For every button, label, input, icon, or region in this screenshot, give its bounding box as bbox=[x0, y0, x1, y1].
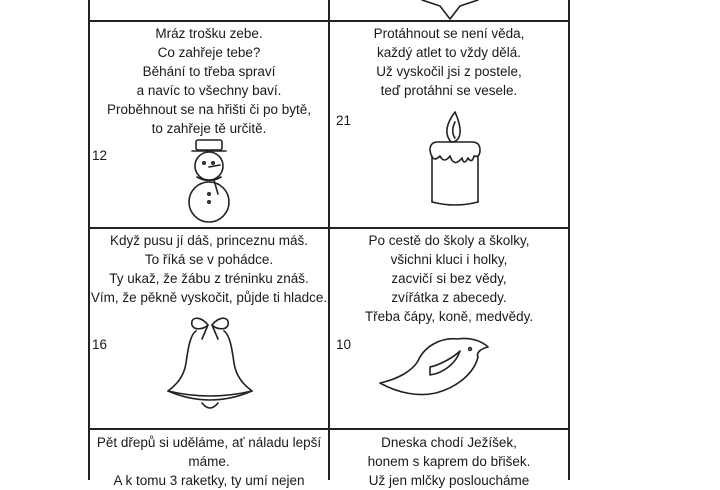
card-21 bbox=[330, 22, 568, 227]
card-verse bbox=[330, 231, 568, 326]
verse-line: zvířátka z abecedy. bbox=[391, 290, 507, 305]
verse-line: Pět dřepů si uděláme, ať náladu lepší bbox=[96, 435, 322, 450]
verse-line: Už vyskočil jsi z postele, bbox=[376, 64, 522, 79]
verse-line: zacvičí si bez vědy, bbox=[391, 271, 507, 286]
verse-line: Proběhnout se na hřišti či po bytě, bbox=[106, 102, 312, 117]
card-bottom-right bbox=[330, 430, 568, 488]
card-number: 12 bbox=[92, 148, 108, 163]
card-10 bbox=[330, 229, 568, 428]
verse-line: Dneska chodí Ježíšek, bbox=[381, 435, 517, 450]
star-icon bbox=[420, 0, 480, 20]
verse-line: Mráz trošku zebe. bbox=[155, 26, 263, 41]
verse-line: všichni kluci i holky, bbox=[390, 252, 508, 267]
verse-line: každý atlet to vždy dělá. bbox=[376, 45, 522, 60]
snowman-icon bbox=[180, 138, 240, 226]
verse-line: Třeba čápy, koně, medvědy. bbox=[364, 309, 534, 324]
card-number: 16 bbox=[92, 337, 108, 352]
verse-line: teď protáhni se vesele. bbox=[380, 83, 518, 98]
verse-line: Když pusu jí dáš, princeznu máš. bbox=[109, 233, 309, 248]
verse-line: Po cestě do školy a školky, bbox=[368, 233, 530, 248]
verse-line: Vím, že pěkně vyskočit, půjde ti hladce. bbox=[90, 290, 328, 305]
grid-line-right bbox=[568, 0, 570, 480]
card-number: 21 bbox=[336, 113, 352, 128]
card-verse bbox=[90, 24, 328, 138]
card-number: 10 bbox=[336, 337, 352, 352]
verse-line: Co zahřeje tebe? bbox=[157, 45, 261, 60]
verse-line: Protáhnout se není věda, bbox=[373, 26, 525, 41]
card-verse bbox=[90, 231, 328, 307]
bird-icon bbox=[378, 327, 498, 399]
card-12 bbox=[90, 22, 328, 227]
verse-line: a navíc to všechny baví. bbox=[136, 83, 282, 98]
verse-line: To říká se v pohádce. bbox=[144, 252, 274, 267]
bell-icon bbox=[160, 313, 260, 413]
card-16 bbox=[90, 229, 328, 428]
verse-line: to zahřeje tě určitě. bbox=[151, 121, 267, 136]
verse-line: Už jen mlčky posloucháme bbox=[368, 473, 530, 488]
card-verse bbox=[330, 433, 568, 490]
card-bottom-left bbox=[90, 430, 328, 488]
verse-line: honem s kaprem do břišek. bbox=[367, 454, 531, 469]
verse-line: máme. bbox=[188, 454, 230, 469]
verse-line: A k tomu 3 raketky, ty umí nejen bbox=[113, 473, 305, 488]
card-verse bbox=[90, 433, 328, 490]
verse-line: Běhání to třeba spraví bbox=[142, 64, 276, 79]
verse-line: Ty ukaž, že žábu z tréninku znáš. bbox=[109, 271, 309, 286]
card-verse bbox=[330, 24, 568, 100]
candle-icon bbox=[424, 110, 486, 210]
